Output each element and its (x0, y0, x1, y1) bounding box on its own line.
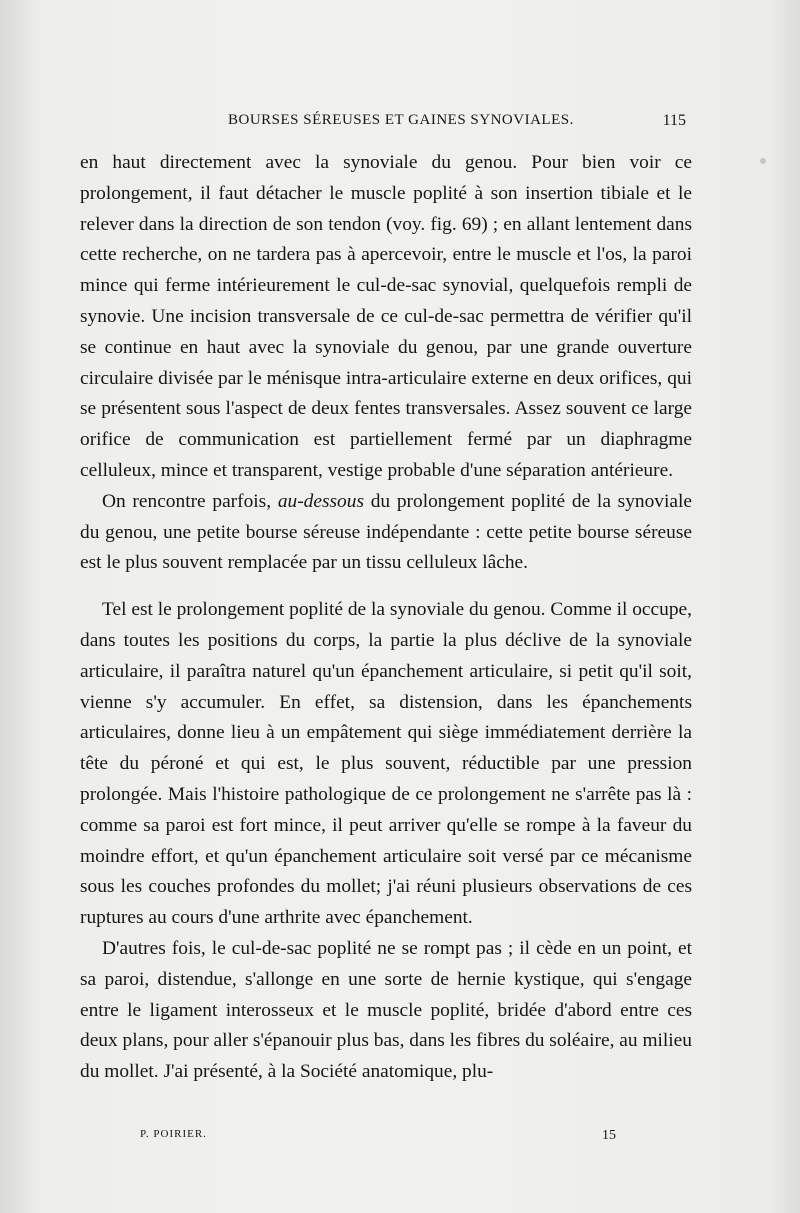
paper-spot (760, 158, 766, 164)
body-text (80, 148, 692, 1088)
paragraph-3: Tel est le prolongement poplité de la synoviale du genou. Comme il occupe, dans toutes les positions du corps, la partie la plus déclive de la synoviale articulaire, il paraîtra naturel qu'un épanchement articulaire, si petit qu'il soit, vienne s'y accumuler. En effet, sa distension, dans les épanchements articulaires, donne lieu à un empâtement qui siège immédiatement derrière la tête du péroné et qui est, le plus souvent, réductible par une pression prolongée. Mais l'histoire pathologique de ce prolongement ne s'arrête pas là : comme sa paroi est fort mince, il peut arriver qu'elle se rompe à la faveur du moindre effort, et qu'un épanchement articulaire soit versé par ce mécanisme sous les couches profondes du mollet; j'ai réuni plusieurs observations de ces ruptures au cours d'une arthrite avec épanchement. (80, 599, 692, 929)
paragraph-2-rest: du prolongement poplité de la synoviale du genou, une petite bourse séreuse indépendante : cette petite bourse séreuse est le plus souvent remplacée par un tissu celluleux lâche. (80, 490, 692, 574)
paragraph-2-italic-term: au-dessous (277, 490, 364, 512)
page-footer (80, 1128, 686, 1150)
page-header (80, 112, 686, 136)
paragraph-2 (80, 487, 692, 579)
paragraph-1: en haut directement avec la synoviale du genou. Pour bien voir ce prolongement, il faut détacher le muscle poplité à son insertion tibiale et le relever dans la direction de son tendon (voy. fig. 69) ; en allant lentement dans cette recherche, on ne tardera pas à apercevoir, entre le muscle et l'os, la paroi mince qui ferme intérieurement le cul-de-sac synovial, quelquefois rempli de synovie. Une incision transversale de ce cul-de-sac permettra de vérifier qu'il se continue en haut avec la synoviale du genou, par une grande ouverture circulaire divisée par le ménisque intra-articulaire externe en deux orifices, qui se présentent sous l'aspect de deux fentes transversales. Assez souvent ce large orifice de communication est partiellement fermé par un diaphragme celluleux, mince et transparent, vestige probable d'une séparation antérieure. (80, 152, 692, 481)
sheet-number: 15 (602, 1128, 616, 1143)
running-head: BOURSES SÉREUSES ET GAINES SYNOVIALES. (228, 112, 574, 128)
printer-signature: P. POIRIER. (140, 1128, 207, 1140)
paragraph-2-lead: On rencontre parfois, (102, 490, 278, 512)
page-number: 115 (662, 112, 686, 129)
paragraph-4: D'autres fois, le cul-de-sac poplité ne se rompt pas ; il cède en un point, et sa paroi, distendue, s'allonge en une sorte de hernie kystique, qui s'engage entre le ligament interosseux et le muscle poplité, bridée d'abord entre ces deux plans, pour aller s'épanouir plus bas, dans les fibres du soléaire, au milieu du mollet. J'ai présenté, à la Société anatomique, plu- (80, 937, 692, 1083)
